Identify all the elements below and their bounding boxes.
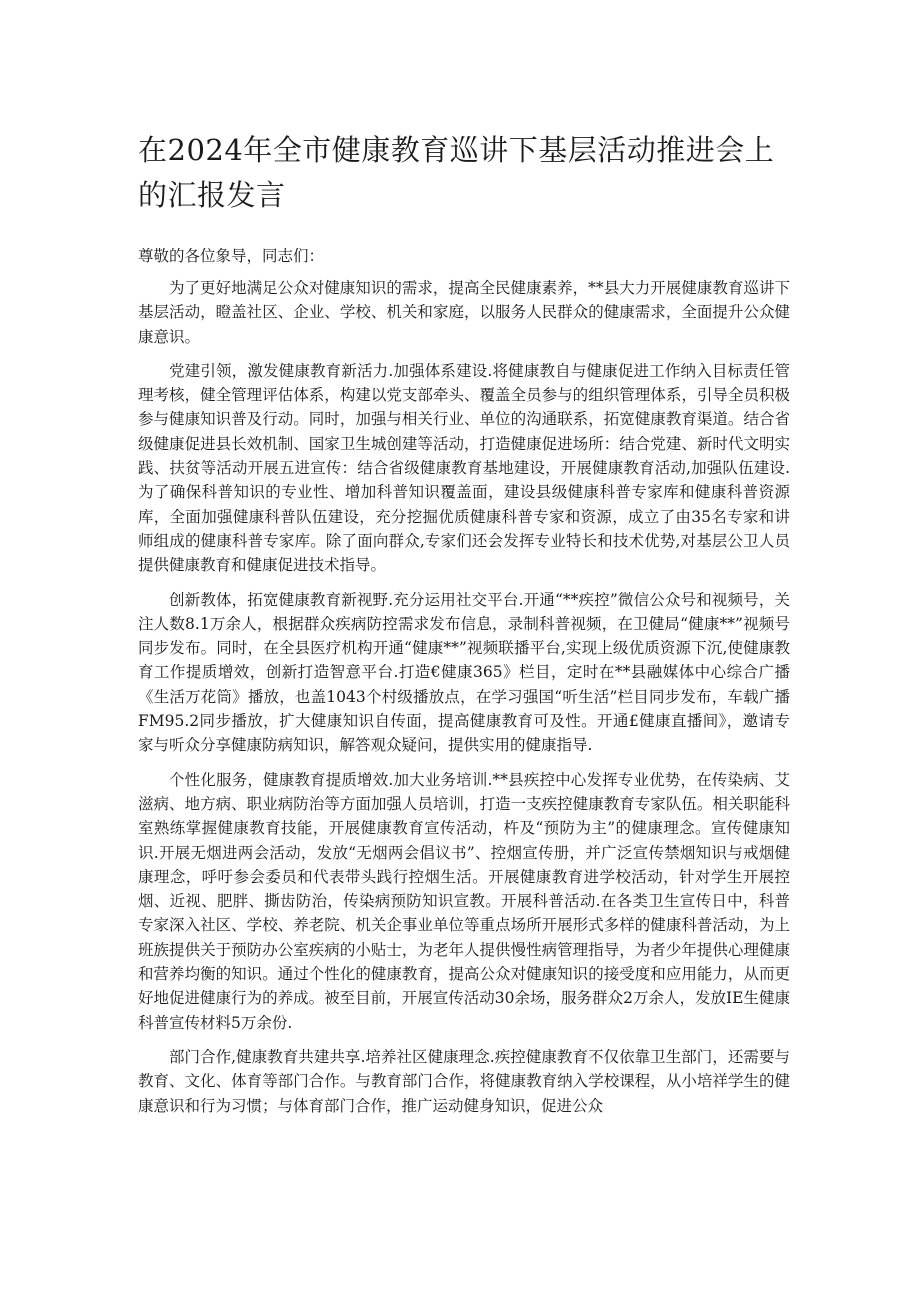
paragraph-intro: 为了更好地满足公众对健康知识的需求，提高全民健康素养，**县大力开展健康教育巡讲下基层活动，瞪盖社区、企业、学校、机关和家庭，以服务人民群众的健康需求，全面提升公众健康意识。 <box>138 279 790 346</box>
salutation: 尊敬的各位象导，同志们： <box>138 247 325 265</box>
paragraph-personalized-service: 个性化服务，健康教育提质增效.加大业务培训.**县疾控中心发挥专业优势，在传染病、艾滋病、地方病、职业病防治等方面加强人员培训，打造一支疾控健康教育专家队伍。相关职能科室熟练掌握健康教育技能，开展健康教育宣传活动，杵及“预防为主”的健康理念。宣传健康知识.开展无烟进两会活动，发放“无烟两会倡议书”、控烟宣传册，并广泛宣传禁烟知识与戒烟健康理念，呼吁参会委员和代表带头践行控烟生活。开展健康教育进学校活动，针对学生开展控烟、近视、肥胖、撕齿防治，传染病预防知识宣教。开展科普活动.在各类卫生宣传日中，科普专家深入社区、学校、养老院、机关企事业单位等重点场所开展形式多样的健康科普活动，为上班族提供关于预防办公室疾病的小贴士，为老年人提供慢性病管理指导，为者少年提供心理健康和营养均衡的知识。通过个性化的健康教育，提高公众对健康知识的接受度和应用能力，从而更好地促进健康行为的养成。被至目前，开展宣传活动30余场，服务群众2万余人，发放IE生健康科普宣传材料5万余份. <box>138 770 790 1032</box>
paragraph-party-building: 党建引领，激发健康教育新活力.加强体系建设.将健康教自与健康促进工作纳入目标责任管理考核，健全管理评估体系，构建以党支部牵头、覆盖全员参与的组织管理体系，引导全员积极参与健康知识普及行动。同时，加强与相关行业、单位的沟通联系，拓宽健康教育渠道。结合省级健康促进县长效机制、国家卫生城创建等活动，打造健康促进场所：结合党建、新时代文明实践、扶贫等活动开展五进宣传：结合省级健康教育基地建设，开展健康教育活动,加强队伍建设.为了确保科普知识的专业性、增加科普知识覆盖面，建设县级健康科普专家库和健康科普资源库，全面加强健康科普队伍建设，充分挖掘优质健康科普专家和资源，成立了由35名专家和讲师组成的健康科普专家库。除了面向群众,专家们还会发挥专业特长和技术优势,对基层公卫人员提供健康教育和健康促进技术指导。 <box>138 361 790 575</box>
document-title: 在2024年全市健康教育巡讲下基层活动推进会上的汇报发言 <box>138 133 775 212</box>
paragraph-media-innovation: 创新教体，拓宽健康教育新视野.充分运用社交平台.开通“**疾控”微信公众号和视频号，关注人数8.1万余人，根据群众疾病防控需求发布信息，录制科普视频，在卫健局“健康**”视频号同步发布。同时，在全县医疗机构开通“健康**”视频联播平台,实现上级优质资源下沉,使健康教育工作提质增效，创新打造智意平台.打造€健康365》栏目，定时在**县融媒体中心综合广播《生活万花筒》播放，也盖1043个村级播放点，在学习强国“听生活”栏目同步发布，车载广播FM95.2同步播放，扩大健康知识自传面，提高健康教育可及性。开通£健康直播间》，邀请专家与听众分享健康防病知识，解答观众疑问，提供实用的健康指导. <box>138 590 790 755</box>
paragraph-department-cooperation: 部门合作,健康教育共建共享.培养社区健康理念.疾控健康教育不仅依靠卫生部门，还需要与教育、文化、体育等部门合作。与教育部门合作，将健康教育纳入学校课程，从小培祥学生的健康意识和行为习惯；与体育部门合作，推广运动健身知识，促进公众 <box>138 1047 790 1115</box>
document-page <box>138 128 790 1128</box>
